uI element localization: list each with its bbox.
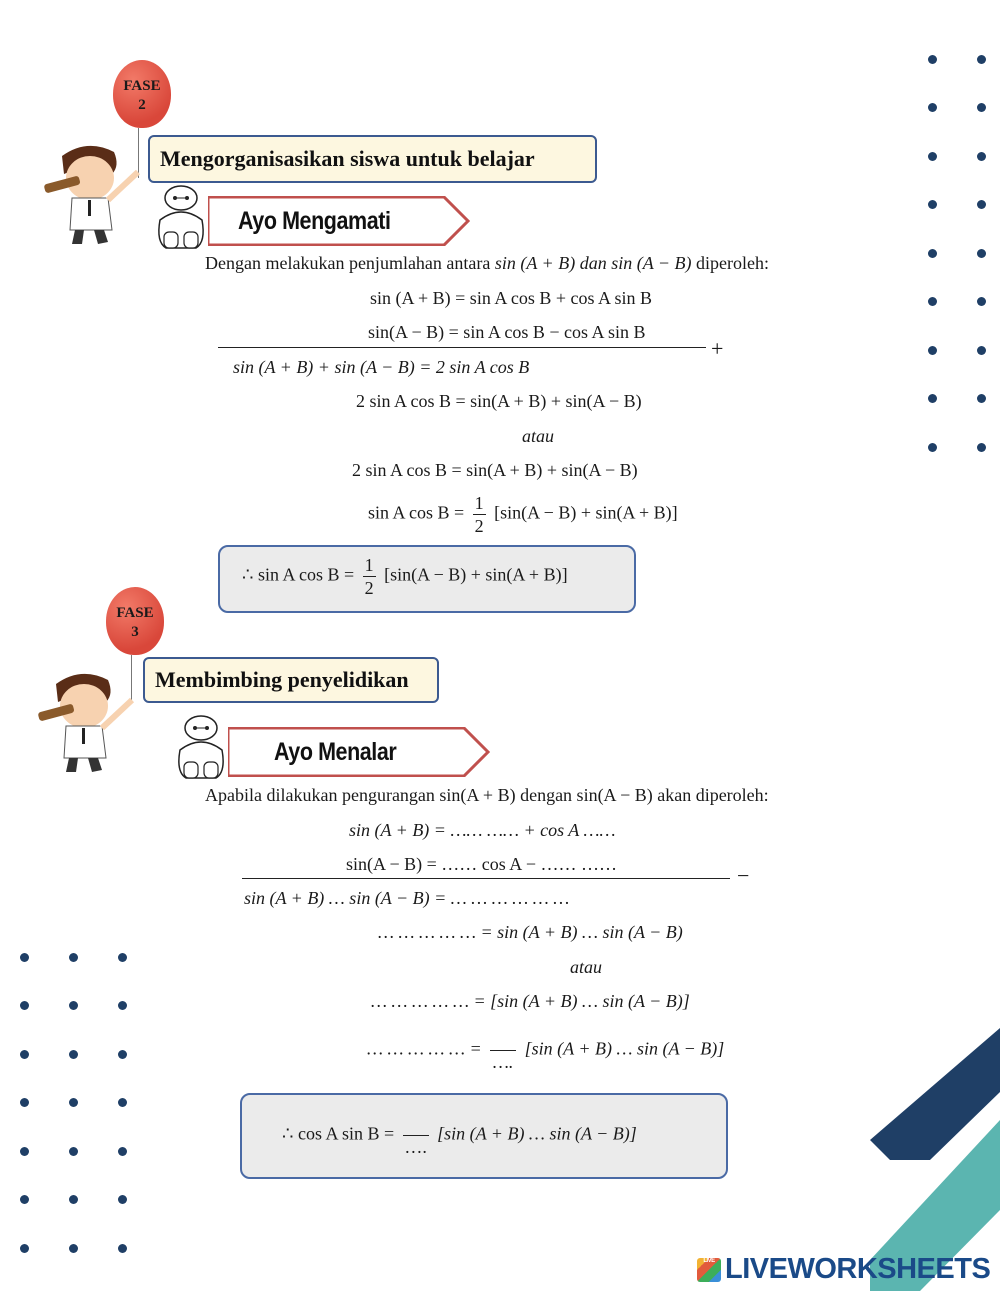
phase2-operator: + xyxy=(711,336,724,361)
phase2-eq-line4: 2 sin A cos B = sin(A + B) + sin(A − B) xyxy=(356,391,642,411)
phase3-robot-icon xyxy=(172,712,230,782)
phase3-eq-line2: sin(A − B) = …… cos A − …… …… xyxy=(346,854,617,874)
phase3-eq-line1: sin (A + B) = …… …… + cos A …… xyxy=(349,820,616,840)
phase2-frac-den: 2 xyxy=(474,516,484,536)
phase3-eq-line5: … … … … … = [sin (A + B) … sin (A − B)] xyxy=(371,991,690,1011)
phase3-result xyxy=(282,1113,637,1158)
phase2-balloon xyxy=(113,60,171,128)
phase3-result-rhs: [sin (A + B) … sin (A − B)] xyxy=(437,1123,637,1144)
phase2-frac-num: 1 xyxy=(474,493,484,513)
phase3-fraction[interactable] xyxy=(490,1028,516,1073)
liveworksheets-logo xyxy=(697,1253,990,1285)
phase2-intro xyxy=(205,253,769,274)
phase3-frac-num[interactable] xyxy=(490,1028,516,1051)
phase2-result xyxy=(242,554,568,599)
phase3-badge-number: 3 xyxy=(131,624,139,640)
phase2-section-label-text: Ayo Mengamati xyxy=(238,207,391,235)
phase3-eq-line3: sin (A + B) … sin (A − B) = … … … … … … xyxy=(244,888,570,908)
phase2-result-lhs: ∴ sin A cos B = xyxy=(242,564,355,585)
phase3-operator: − xyxy=(737,863,750,888)
phase2-boy-telescope-icon xyxy=(42,138,142,248)
phase3-badge-word: FASE xyxy=(116,605,154,621)
phase3-result-fraction[interactable] xyxy=(403,1113,429,1158)
phase2-badge-word: FASE xyxy=(123,78,161,94)
phase3-result-num[interactable] xyxy=(403,1113,429,1136)
phase2-result-rhs: [sin(A − B) + sin(A + B)] xyxy=(384,564,568,585)
phase2-eq-line6 xyxy=(368,492,678,537)
phase3-boy-telescope-icon xyxy=(36,666,136,776)
phase3-diff-rule xyxy=(242,878,730,879)
phase2-robot-icon xyxy=(152,182,210,252)
phase2-fraction xyxy=(473,492,486,537)
phase3-eq-line6-lhs: … … … … … = xyxy=(367,1038,482,1059)
phase3-title-box xyxy=(143,657,439,703)
logo-text: LIVEWORKSHEETS xyxy=(725,1253,991,1285)
phase2-badge-number: 2 xyxy=(138,97,146,113)
phase2-eq-line6-rhs: [sin(A − B) + sin(A + B)] xyxy=(494,502,678,523)
phase2-intro-b: diperoleh: xyxy=(691,253,769,273)
phase2-atau: atau xyxy=(522,426,555,446)
phase3-frac-den[interactable]: …. xyxy=(492,1052,514,1072)
phase2-eq-line6-lhs: sin A cos B = xyxy=(368,502,465,523)
phase2-eq-line3: sin (A + B) + sin (A − B) = 2 sin A cos B xyxy=(233,357,530,377)
phase2-intro-expr: sin (A + B) dan sin (A − B) xyxy=(494,253,692,273)
phase3-result-lhs: ∴ cos A sin B = xyxy=(282,1123,395,1144)
phase2-intro-a: Dengan melakukan penjumlahan antara xyxy=(205,253,495,273)
phase2-sum-rule xyxy=(218,347,706,348)
phase3-atau: atau xyxy=(570,957,603,977)
phase2-result-num: 1 xyxy=(364,555,374,575)
phase2-eq-line5: 2 sin A cos B = sin(A + B) + sin(A − B) xyxy=(352,460,638,480)
phase3-intro: Apabila dilakukan pengurangan sin(A + B) dengan sin(A − B) akan diperoleh: xyxy=(205,785,769,805)
phase2-title: Mengorganisasikan siswa untuk belajar xyxy=(160,146,535,171)
phase3-eq-line4: … … … … … = sin (A + B) … sin (A − B) xyxy=(378,922,683,942)
phase2-section-label xyxy=(208,196,470,246)
phase2-eq-line2: sin(A − B) = sin A cos B − cos A sin B xyxy=(368,322,646,342)
phase3-title: Membimbing penyelidikan xyxy=(155,667,409,692)
corner-decoration xyxy=(860,1020,1000,1291)
phase2-result-fraction xyxy=(363,554,376,599)
phase3-section-label xyxy=(228,727,490,777)
phase2-eq-line1: sin (A + B) = sin A cos B + cos A sin B xyxy=(370,288,652,308)
phase3-eq-line6-rhs: [sin (A + B) … sin (A − B)] xyxy=(524,1038,725,1059)
phase2-result-den: 2 xyxy=(364,578,374,598)
phase3-balloon xyxy=(106,587,164,655)
phase3-section-label-text: Ayo Menalar xyxy=(274,738,397,766)
phase3-result-den[interactable]: …. xyxy=(404,1137,427,1157)
phase3-eq-line6 xyxy=(367,1028,724,1073)
logo-mark-icon: LIVE xyxy=(697,1258,721,1282)
phase2-title-box xyxy=(148,135,597,183)
